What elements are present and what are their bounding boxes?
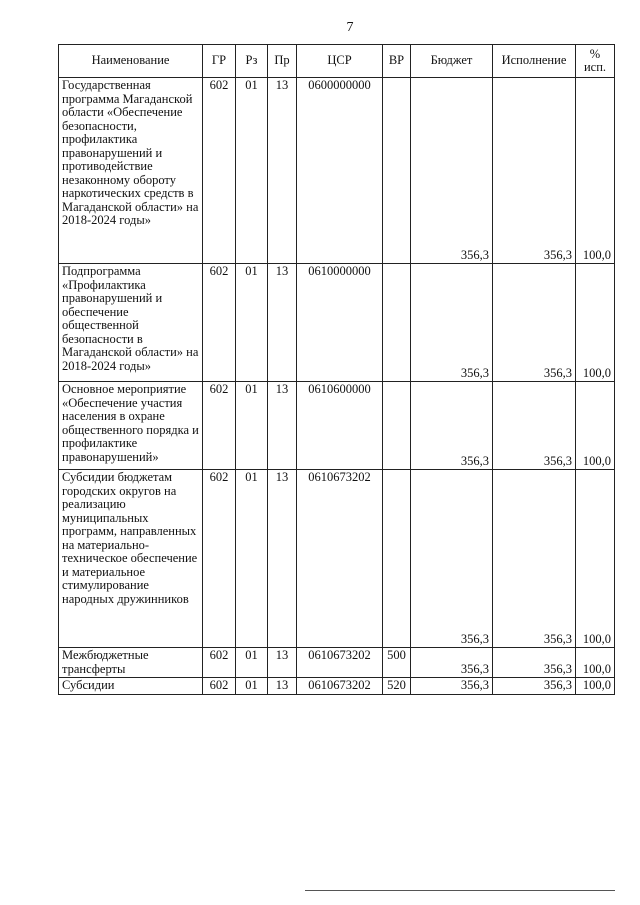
table-row bbox=[59, 678, 615, 695]
row-budget: 356,3 bbox=[411, 78, 493, 264]
row-execution: 356,3 bbox=[493, 264, 576, 382]
row-rz: 01 bbox=[236, 648, 268, 678]
header-name: Наименование bbox=[59, 45, 203, 78]
row-name: Подпрограмма «Профилактика правонарушений и обеспечение общественной безопасности в Магаданской области» на 2018-2024 годы» bbox=[59, 264, 203, 382]
row-percent: 100,0 bbox=[576, 470, 615, 648]
row-vr bbox=[383, 78, 411, 264]
row-pr: 13 bbox=[268, 470, 297, 648]
table-row bbox=[59, 264, 615, 382]
row-csr: 0610000000 bbox=[297, 264, 383, 382]
header-execution: Исполнение bbox=[493, 45, 576, 78]
table-row bbox=[59, 648, 615, 678]
table-row bbox=[59, 470, 615, 648]
row-pr: 13 bbox=[268, 78, 297, 264]
row-percent: 100,0 bbox=[576, 648, 615, 678]
row-csr: 0600000000 bbox=[297, 78, 383, 264]
budget-execution-table bbox=[58, 44, 615, 695]
row-pr: 13 bbox=[268, 264, 297, 382]
row-rz: 01 bbox=[236, 78, 268, 264]
row-budget: 356,3 bbox=[411, 264, 493, 382]
row-execution: 356,3 bbox=[493, 382, 576, 470]
row-rz: 01 bbox=[236, 678, 268, 695]
row-pr: 13 bbox=[268, 678, 297, 695]
row-budget: 356,3 bbox=[411, 648, 493, 678]
row-vr: 520 bbox=[383, 678, 411, 695]
page-number: 7 bbox=[346, 20, 354, 35]
row-rz: 01 bbox=[236, 470, 268, 648]
row-execution: 356,3 bbox=[493, 470, 576, 648]
header-csr: ЦСР bbox=[297, 45, 383, 78]
header-percent: % исп. bbox=[576, 45, 615, 78]
header-budget: Бюджет bbox=[411, 45, 493, 78]
row-vr bbox=[383, 264, 411, 382]
table-header-row bbox=[59, 45, 615, 78]
table-row bbox=[59, 382, 615, 470]
row-gr: 602 bbox=[203, 678, 236, 695]
row-execution: 356,3 bbox=[493, 78, 576, 264]
row-execution: 356,3 bbox=[493, 678, 576, 695]
row-vr: 500 bbox=[383, 648, 411, 678]
row-rz: 01 bbox=[236, 264, 268, 382]
row-csr: 0610600000 bbox=[297, 382, 383, 470]
row-name: Субсидии бюджетам городских округов на реализацию муниципальных программ, направленных на материально-техническое обеспечение и материальное стимулирование народных дружинников bbox=[59, 470, 203, 648]
row-gr: 602 bbox=[203, 382, 236, 470]
row-name: Межбюджетные трансферты bbox=[59, 648, 203, 678]
header-vr: ВР bbox=[383, 45, 411, 78]
row-pr: 13 bbox=[268, 382, 297, 470]
row-gr: 602 bbox=[203, 648, 236, 678]
row-csr: 0610673202 bbox=[297, 470, 383, 648]
row-percent: 100,0 bbox=[576, 264, 615, 382]
header-gr: ГР bbox=[203, 45, 236, 78]
table-row bbox=[59, 78, 615, 264]
row-budget: 356,3 bbox=[411, 678, 493, 695]
row-percent: 100,0 bbox=[576, 78, 615, 264]
row-percent: 100,0 bbox=[576, 382, 615, 470]
row-pr: 13 bbox=[268, 648, 297, 678]
row-gr: 602 bbox=[203, 264, 236, 382]
row-execution: 356,3 bbox=[493, 648, 576, 678]
row-budget: 356,3 bbox=[411, 470, 493, 648]
row-gr: 602 bbox=[203, 470, 236, 648]
row-name: Субсидии bbox=[59, 678, 203, 695]
row-budget: 356,3 bbox=[411, 382, 493, 470]
row-rz: 01 bbox=[236, 382, 268, 470]
header-rz: Рз bbox=[236, 45, 268, 78]
row-gr: 602 bbox=[203, 78, 236, 264]
header-pr: Пр bbox=[268, 45, 297, 78]
footer-divider bbox=[305, 890, 615, 891]
row-csr: 0610673202 bbox=[297, 648, 383, 678]
row-vr bbox=[383, 382, 411, 470]
row-csr: 0610673202 bbox=[297, 678, 383, 695]
row-name: Основное мероприятие «Обеспечение участия населения в охране общественного порядка и профилактике правонарушений» bbox=[59, 382, 203, 470]
row-percent: 100,0 bbox=[576, 678, 615, 695]
row-vr bbox=[383, 470, 411, 648]
row-name: Государственная программа Магаданской области «Обеспечение безопасности, профилактика правонарушений и противодействие незаконному обороту наркотических средств в Магаданской области» на 2018-2024 годы» bbox=[59, 78, 203, 264]
